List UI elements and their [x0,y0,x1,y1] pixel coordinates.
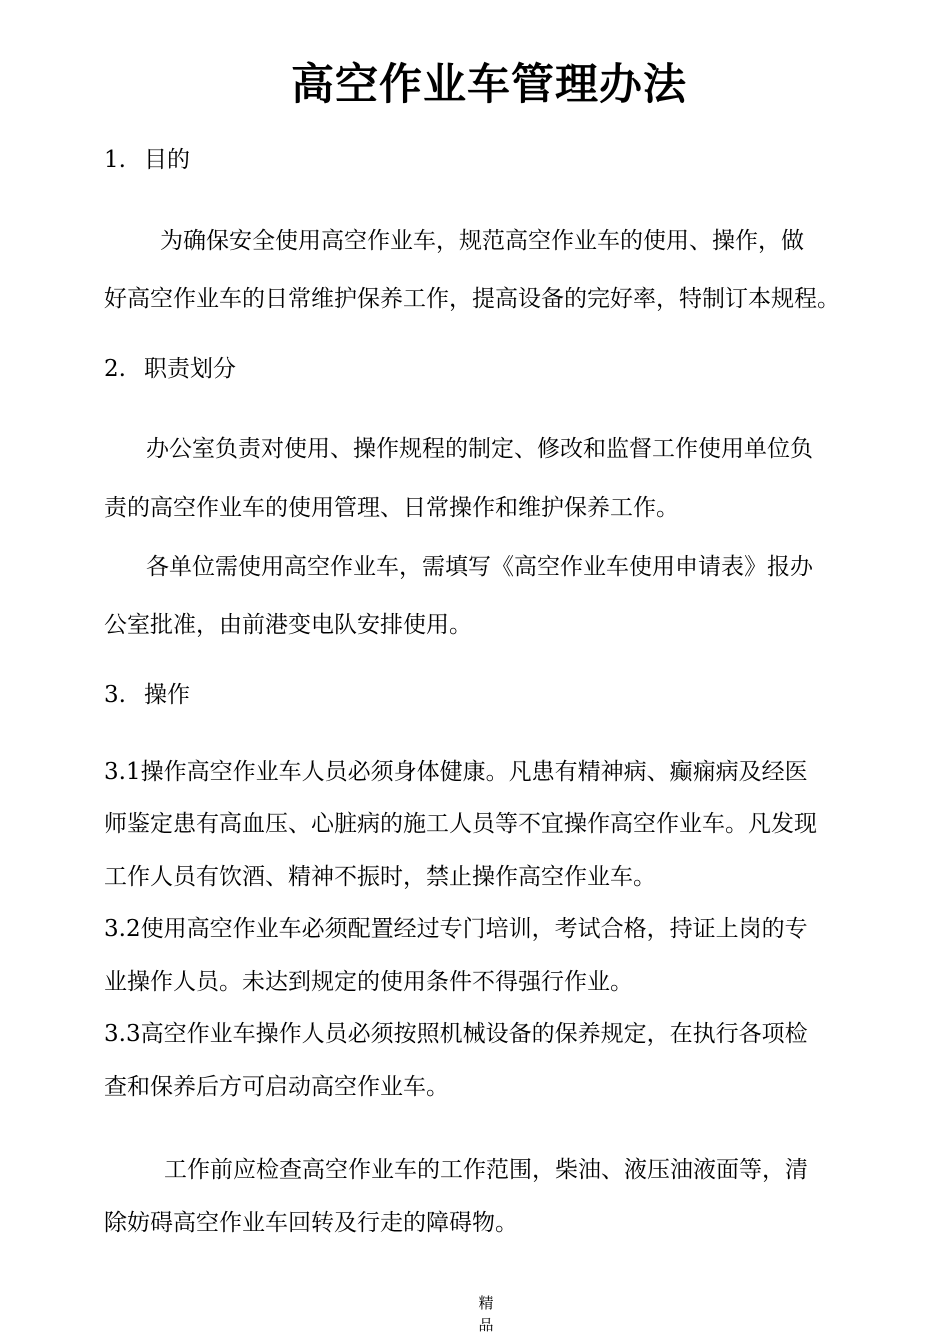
section-number: 1. [104,147,126,173]
section-heading-duties [104,354,236,384]
paragraph-line: 责的高空作业车的使用管理、日常操作和维护保养工作。 [104,495,679,521]
page-footer [476,1292,496,1336]
clause-number: 3.3 [104,1021,141,1047]
paragraph-line: 除妨碍高空作业车回转及行走的障碍物。 [104,1210,518,1236]
clause-text: 高空作业车操作人员必须按照机械设备的保养规定，在执行各项检 [140,1021,808,1047]
paragraph-line: 办公室负责对使用、操作规程的制定、修改和监督工作使用单位负 [146,436,813,462]
paragraph-line: 好高空作业车的日常维护保养工作，提高设备的完好率，特制订本规程。 [104,286,840,312]
clause-text: 操作高空作业车人员必须身体健康。凡患有精神病、癫痫病及经医 [140,759,808,785]
clause-3-2 [104,914,808,944]
paragraph-line: 业操作人员。未达到规定的使用条件不得强行作业。 [104,969,633,995]
section-title: 职责划分 [143,356,236,382]
footer-char: 品 [478,1316,494,1334]
section-title: 目的 [143,147,190,173]
paragraph-line: 工作人员有饮酒、精神不振时，禁止操作高空作业车。 [104,864,656,890]
clause-number: 3.2 [104,916,141,942]
clause-3-3 [104,1019,808,1049]
section-number: 3. [104,682,126,708]
paragraph-line: 各单位需使用高空作业车，需填写《高空作业车使用申请表》报办 [146,554,813,580]
paragraph-line: 查和保养后方可启动高空作业车。 [104,1074,449,1100]
document-title: 高空作业车管理办法 [291,60,687,110]
section-title: 操作 [143,682,190,708]
clause-3-1 [104,757,808,787]
section-heading-purpose [104,145,190,175]
footer-char: 精 [478,1294,494,1312]
clause-number: 3.1 [104,759,141,785]
section-number: 2. [104,356,126,382]
paragraph-line: 公室批准，由前港变电队安排使用。 [104,612,472,638]
clause-text: 使用高空作业车必须配置经过专门培训，考试合格，持证上岗的专 [140,916,808,942]
section-heading-operation [104,680,190,710]
paragraph-line: 师鉴定患有高血压、心脏病的施工人员等不宜操作高空作业车。凡发现 [104,811,817,837]
paragraph-line: 为确保安全使用高空作业车，规范高空作业车的使用、操作，做 [160,228,804,254]
paragraph-line: 工作前应检查高空作业车的工作范围，柴油、液压油液面等，清 [164,1157,808,1183]
